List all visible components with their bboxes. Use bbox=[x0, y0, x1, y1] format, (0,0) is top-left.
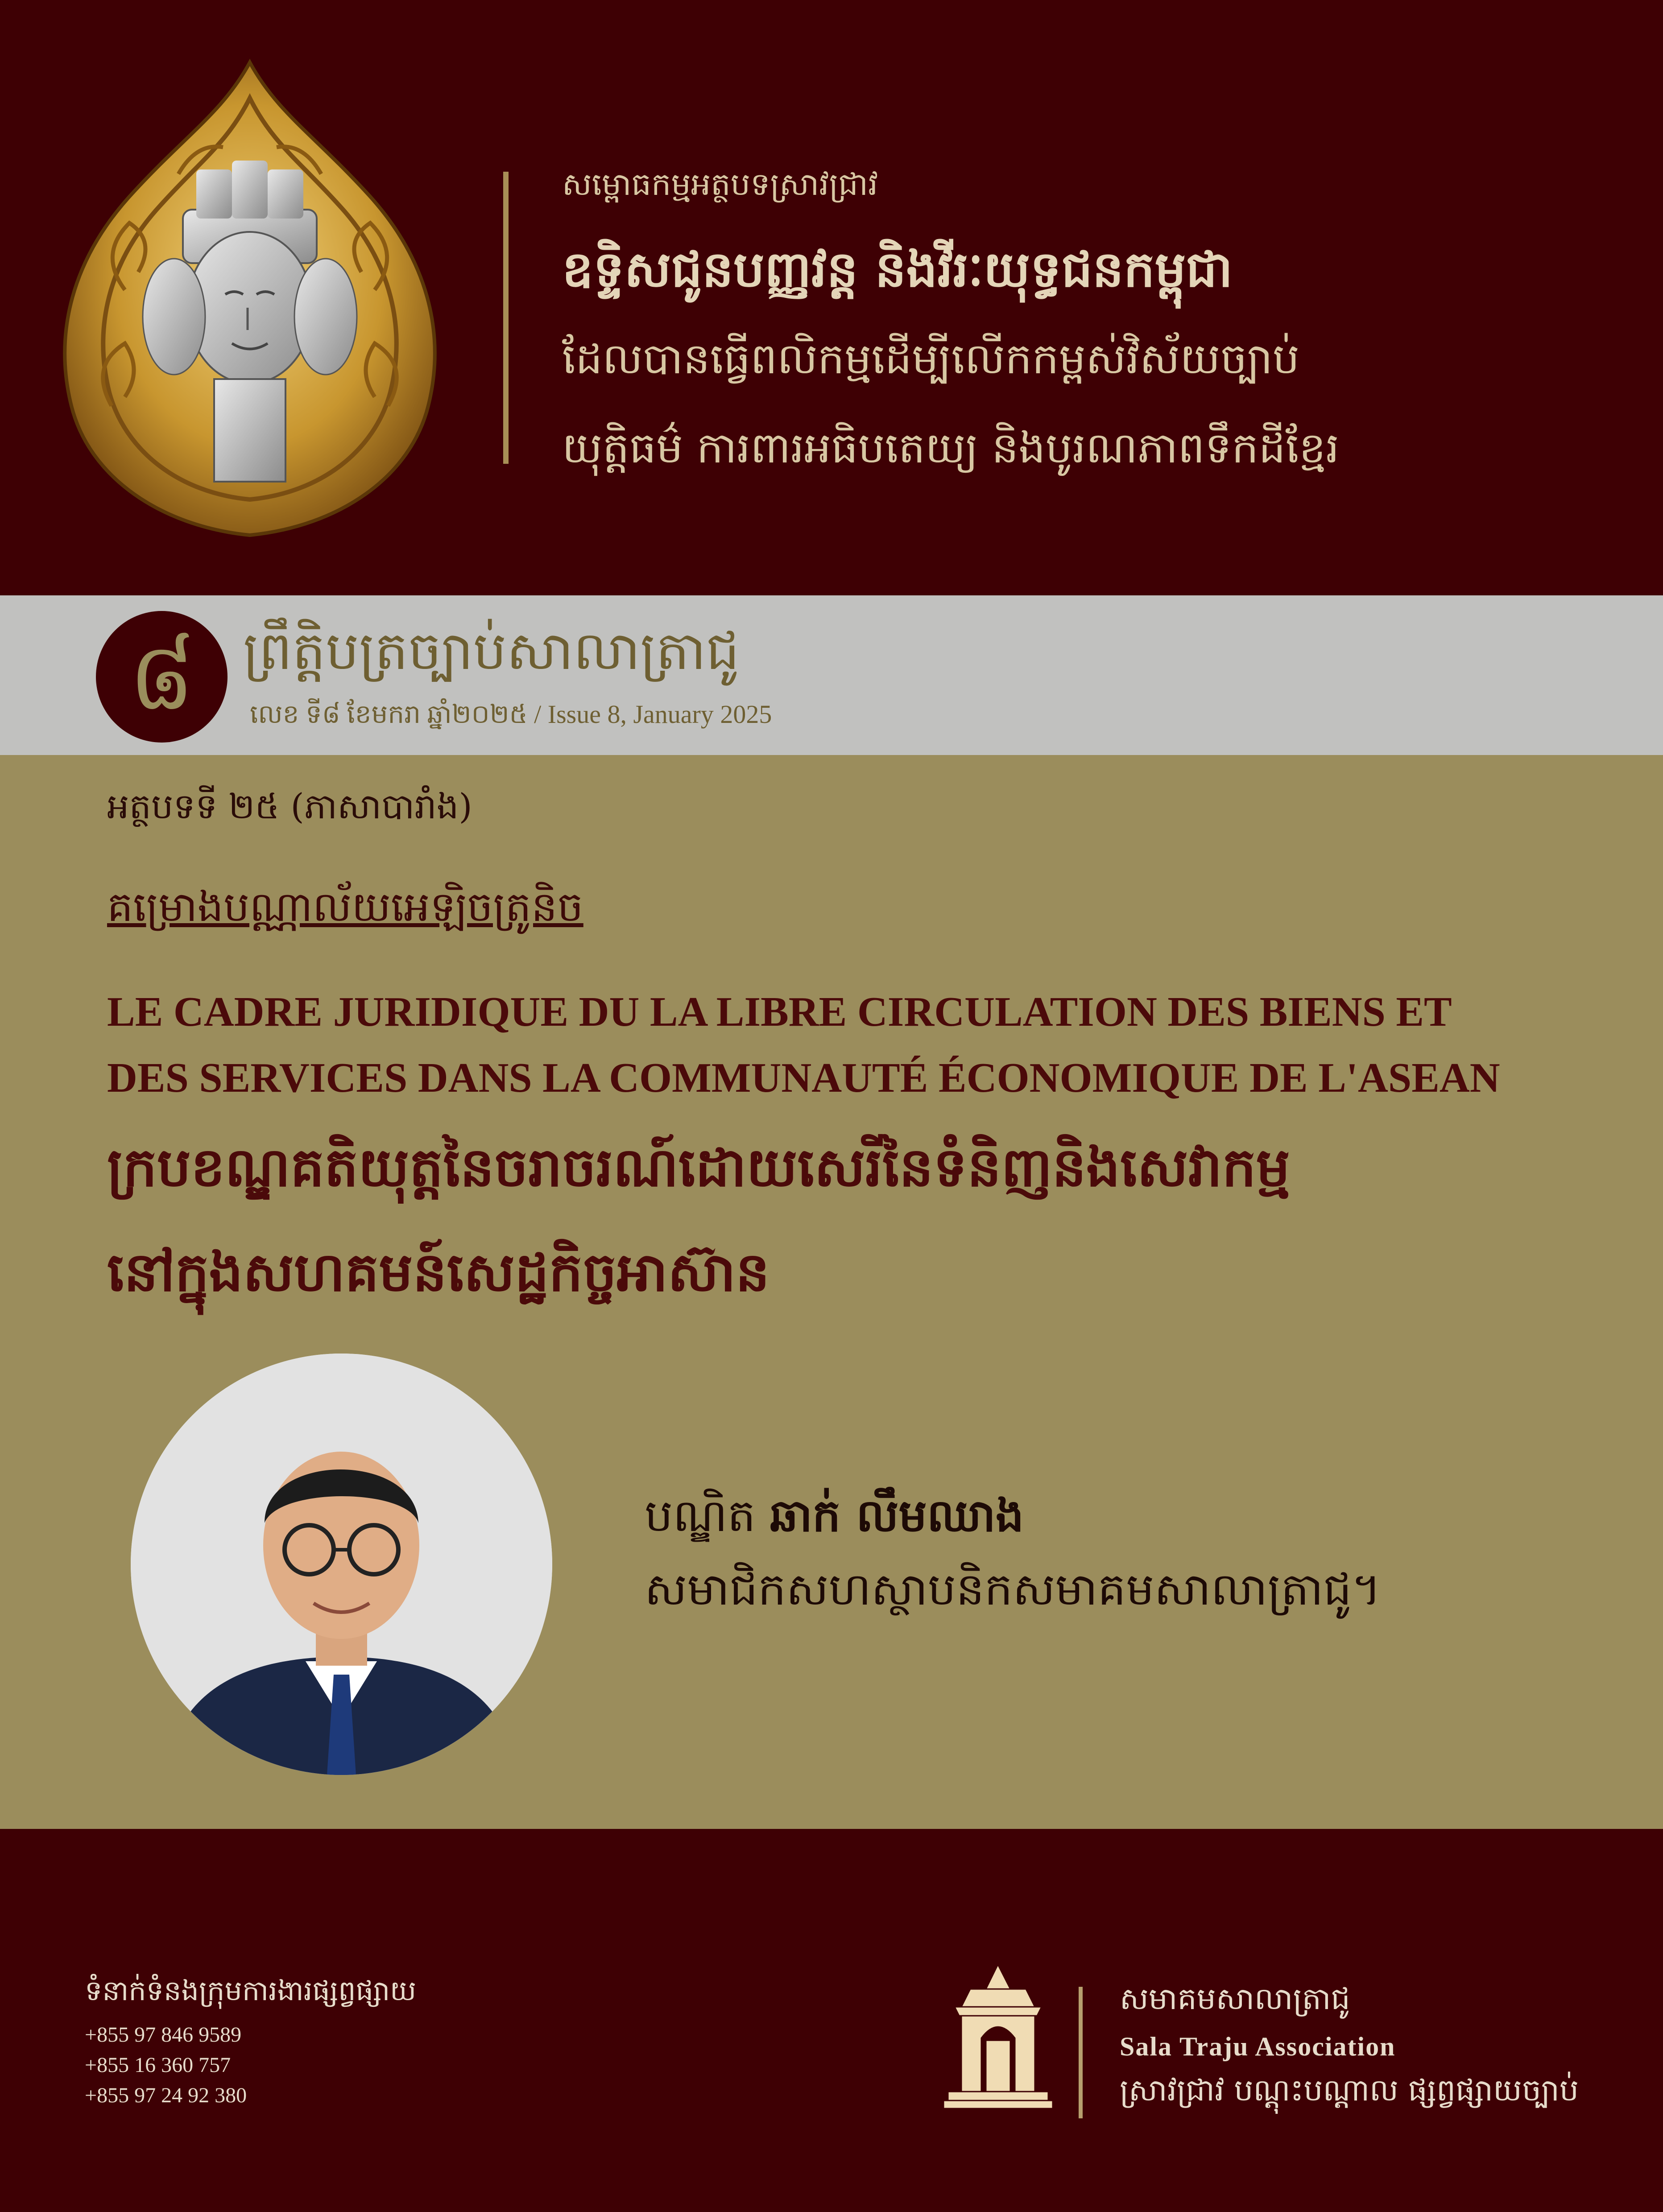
issue-number: ៨ bbox=[128, 622, 195, 731]
article-number: អត្ថបទទី ២៥ (ភាសាបារាំង) bbox=[107, 787, 472, 827]
header-line-4: យុត្តិធម៌ ការពារអធិបតេយ្យ និងបូរណភាពទឹកដីខ្មែរ bbox=[562, 424, 1340, 473]
contact-title: ទំនាក់ទំនងក្រុមការងារផ្សព្វផ្សាយ bbox=[85, 1974, 417, 2007]
author-fullname: ឆាក់ លឹមឈាង bbox=[769, 1489, 1024, 1542]
footer-divider bbox=[1079, 1987, 1083, 2118]
title-fr-line-2: DES SERVICES DANS LA COMMUNAUTÉ ÉCONOMIQUE DE L'ASEAN bbox=[107, 1055, 1500, 1101]
author-portrait bbox=[131, 1354, 552, 1775]
author-title: បណ្ឌិត bbox=[645, 1490, 756, 1542]
author-photo-icon bbox=[131, 1354, 552, 1775]
header-line-2: ឧទ្ទិសជូនបញ្ញវន្ត និងវីរៈយុទ្ធជនកម្ពុជា bbox=[562, 240, 1233, 298]
issue-date-line: លេខ ទី៨ ខែមករា ឆ្នាំ២០២៥ / Issue 8, January 2025 bbox=[250, 700, 772, 729]
temple-gate-logo-icon bbox=[943, 1962, 1053, 2109]
phone-number[interactable]: +855 16 360 757 bbox=[85, 2053, 231, 2077]
header-divider bbox=[503, 172, 509, 464]
golden-leaf-emblem-icon bbox=[45, 58, 455, 540]
association-name-english: Sala Traju Association bbox=[1120, 2032, 1396, 2061]
title-fr-line-1: LE CADRE JURIDIQUE DU LA LIBRE CIRCULATION DES BIENS ET bbox=[107, 989, 1452, 1035]
author-role: សមាជិកសហស្ថាបនិកសមាគមសាលាត្រាជូ។ bbox=[645, 1563, 1381, 1615]
article-title-french bbox=[107, 979, 1624, 1111]
bulletin-title: ព្រឹត្តិបត្រច្បាប់សាលាត្រាជូ bbox=[243, 620, 740, 681]
association-name-khmer: សមាគមសាលាត្រាជូ bbox=[1120, 1981, 1350, 2017]
project-link[interactable]: គម្រោងបណ្ណាល័យអេឡិចត្រូនិច bbox=[107, 883, 583, 931]
title-km-line-1: ក្របខណ្ឌគតិយុត្តនៃចរាចរណ៍ដោយសេរីនៃទំនិញនិងសេវាកម្ម bbox=[107, 1136, 1290, 1199]
title-km-line-2: នៅក្នុងសហគមន៍សេដ្ឋកិច្ចអាស៊ាន bbox=[107, 1241, 770, 1304]
author-name bbox=[645, 1487, 1024, 1553]
footer-band bbox=[0, 1829, 1663, 2212]
header-line-3: ដែលបានធ្វើពលិកម្មដើម្បីលើកកម្ពស់វិស័យច្បាប់ bbox=[562, 334, 1300, 384]
phone-number[interactable]: +855 97 846 9589 bbox=[85, 2023, 242, 2047]
association-tagline: ស្រាវជ្រាវ បណ្តុះបណ្តាល ផ្សព្វផ្សាយច្បាប់ bbox=[1120, 2073, 1579, 2108]
header-line-1: សម្ពោធកម្មអត្ថបទស្រាវជ្រាវ bbox=[562, 166, 878, 202]
phone-number[interactable]: +855 97 24 92 380 bbox=[85, 2084, 247, 2107]
article-title-khmer bbox=[107, 1115, 1624, 1325]
